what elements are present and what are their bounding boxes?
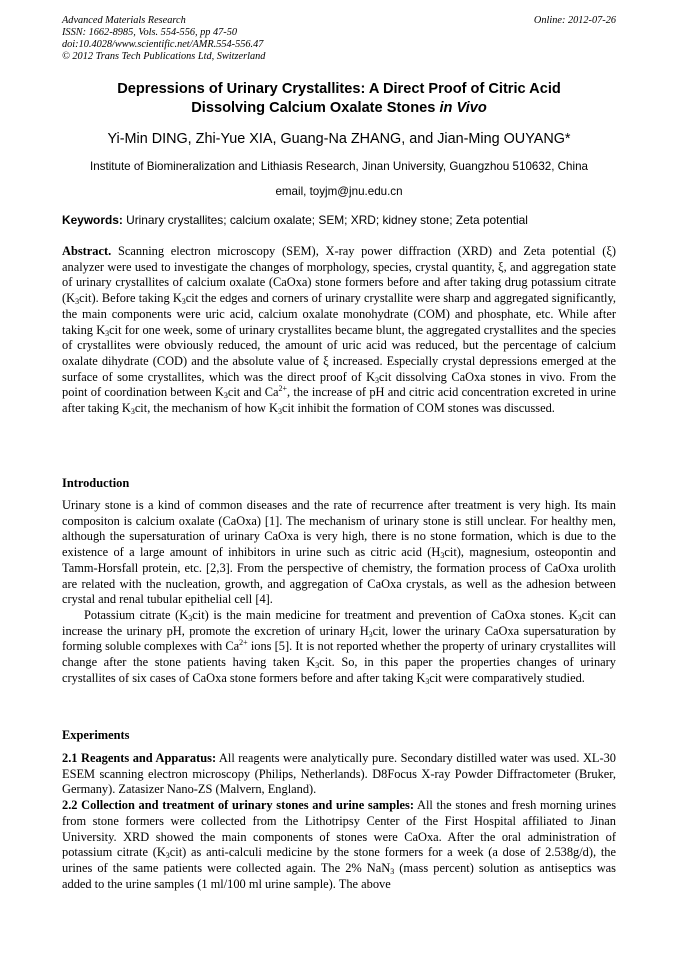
experiments-body — [62, 751, 616, 892]
section-2-2 — [62, 798, 616, 892]
subscript: 3 — [181, 297, 186, 307]
section-text: All the stones and fresh morning urines from stone formers were collected from the Lithotripsy Center of the First Hospital affiliated to Jinan University. XRD showed the main components of stones were CaOxa. After the oral administration of potassium citrate (K — [62, 798, 617, 860]
introduction-body — [62, 498, 616, 686]
journal-header — [62, 15, 616, 63]
keywords-label: Keywords: — [62, 213, 123, 227]
section-2-2-label: 2.2 Collection and treatment of urinary stones and urine samples: — [62, 798, 415, 813]
subscript: 3 — [315, 661, 320, 671]
section-text: (mass percent) solution as antiseptics was added to the urine samples (1 ml/100 ml urine sample). The above — [62, 860, 616, 891]
subscript: 3 — [277, 407, 282, 417]
doi-line: doi:10.4028/www.scientific.net/AMR.554-556.47 — [62, 39, 264, 50]
section-text: cit) as anti-calculi medicine by the stone formers for a week (a dose of 2.538g/d), the urines of the same patients were collected again. The 2% NaN — [62, 845, 616, 875]
abstract-text: cit, the mechanism of how K — [134, 401, 278, 416]
abstract-text: cit for one week, some of urinary crystallites became blunt, the aggregated crystallites and the species of crystallites were obviously reduced, the amount of uric acid was reduced, but the percentage of calcium oxalate dihydrate (COD) and the absolute value of ξ increased. Especially crystal depressions emerged at the surface of some crystallites, which was the direct proof of K — [62, 322, 616, 384]
intro-paragraph-1 — [62, 498, 616, 608]
abstract-text: cit dissolving CaOxa stones in vivo. From the point of coordination between K — [62, 369, 617, 400]
section-text: All reagents were analytically pure. Secondary distilled water was used. XL-30 ESEM scanning electron microscopy (Philips, Netherlands). D8Focus X-ray Powder Diffractometer (Bruker, Germany). Zatasizer Nano-ZS (Malvern, England). — [62, 751, 616, 797]
copyright-line: © 2012 Trans Tech Publications Ltd, Switzerland — [62, 51, 266, 62]
intro-text: cit can increase the urinary pH, promote the excretion of urinary H — [62, 607, 617, 638]
subscript: 3 — [440, 551, 445, 561]
abstract-text: cit). Before taking K — [79, 291, 182, 306]
abstract-text: cit and Ca — [227, 385, 279, 400]
abstract — [62, 244, 616, 417]
intro-text: Urinary stone is a kind of common diseases and the rate of recurrence after treatment is very high. Its main compositon is calcium oxalate (CaOxa) [1]. The mechanism of urinary stone is still unclear. For healthy men, although the supersaturation of urinary CaOxa is very high, there is no stone formation, which is due to the existence of a large amount of inhibitors in urine such as citric acid (H — [62, 498, 616, 560]
superscript: 2+ — [239, 638, 248, 648]
intro-text: cit were comparatively studied. — [429, 670, 585, 685]
paper-title — [62, 80, 616, 118]
abstract-text: , the increase of pH and citric acid concentration excreted in urine after taking K — [62, 385, 617, 416]
title-italic-text: in Vivo — [439, 100, 487, 116]
abstract-text: cit the edges and corners of urinary crystallite were sharp and aggregated significantly, the main components were uric acid, calcium oxalate monohydrate (COM) and phosphate, etc. While after taking K — [62, 291, 616, 337]
title-line-1: Depressions of Urinary Crystallites: A Direct Proof of Citric Acid — [117, 81, 561, 97]
subscript: 3 — [577, 613, 582, 623]
superscript: 2+ — [278, 384, 287, 394]
intro-text: ions [5]. It is not reported whether the property of urinary crystallites will change after the stone patients having taken K — [62, 639, 616, 670]
title-line-2-text: Dissolving Calcium Oxalate Stones — [191, 100, 440, 116]
subscript: 3 — [375, 375, 380, 385]
online-date: Online: 2012-07-26 — [533, 15, 616, 26]
abstract-label: Abstract. — [62, 244, 112, 258]
subscript: 3 — [223, 391, 228, 401]
subscript: 3 — [105, 328, 110, 338]
keywords-text: Urinary crystallites; calcium oxalate; SEM; XRD; kidney stone; Zeta potential — [122, 213, 528, 227]
introduction-heading: Introduction — [62, 476, 130, 490]
section-2-1-label: 2.1 Reagents and Apparatus: — [62, 751, 217, 765]
subscript: 3 — [75, 297, 80, 307]
subscript: 3 — [165, 851, 170, 861]
keywords — [62, 212, 622, 228]
issn-line: ISSN: 1662-8985, Vols. 554-556, pp 47-50 — [62, 27, 238, 38]
intro-text: cit) is the main medicine for treatment and prevention of CaOxa stones. K — [192, 607, 578, 622]
subscript: 3 — [188, 613, 193, 623]
abstract-paragraph — [62, 244, 616, 417]
subscript: 3 — [390, 866, 395, 876]
title-line-2 — [62, 99, 616, 118]
abstract-text: cit inhibit the formation of COM stones was discussed. — [281, 401, 555, 416]
intro-paragraph-2 — [62, 608, 616, 687]
intro-text: cit, lower the urinary CaOxa supersaturation by forming soluble complexes with Ca — [62, 623, 616, 654]
author-list: Yi-Min DING, Zhi-Yue XIA, Guang-Na ZHANG, and Jian-Ming OUYANG* — [107, 131, 571, 147]
affiliation-block — [62, 154, 616, 204]
email: email, toyjm@jnu.edu.cn — [275, 185, 403, 198]
journal-name: Advanced Materials Research — [62, 15, 186, 26]
affiliation: Institute of Biomineralization and Lithiasis Research, Jinan University, Guangzhou 510632, China — [90, 160, 588, 173]
subscript: 3 — [130, 407, 135, 417]
intro-text: Potassium citrate (K — [84, 607, 189, 622]
abstract-text: Scanning electron microscopy (SEM), X-ray power diffraction (XRD) and Zeta potential (ξ) analyzer were used to investigate the changes of morphology, species, crystal quantity, ξ, and aggregation state of urinary crystallites of calcium oxalate (CaOxa) stone formers before and after taking drug potassium citrate (K — [62, 244, 616, 306]
experiments-heading: Experiments — [62, 728, 130, 742]
subscript: 3 — [425, 676, 430, 686]
intro-text: cit. So, in this paper the properties changes of urinary crystallites of six cases of CaOxa stone formers before and after taking K — [62, 655, 616, 685]
subscript: 3 — [368, 629, 373, 639]
intro-text: cit), magnesium, osteopontin and Tamm-Horsfall protein, etc. [2,3]. From the perspective of chemistry, the formation process of CaOxa urolith are related with the nucleation, growth, and aggregation of CaOxa crystals, as well as the adhesion between crystal and renal tubular epithelial cell [4]. — [62, 545, 616, 607]
section-2-1 — [62, 751, 616, 798]
